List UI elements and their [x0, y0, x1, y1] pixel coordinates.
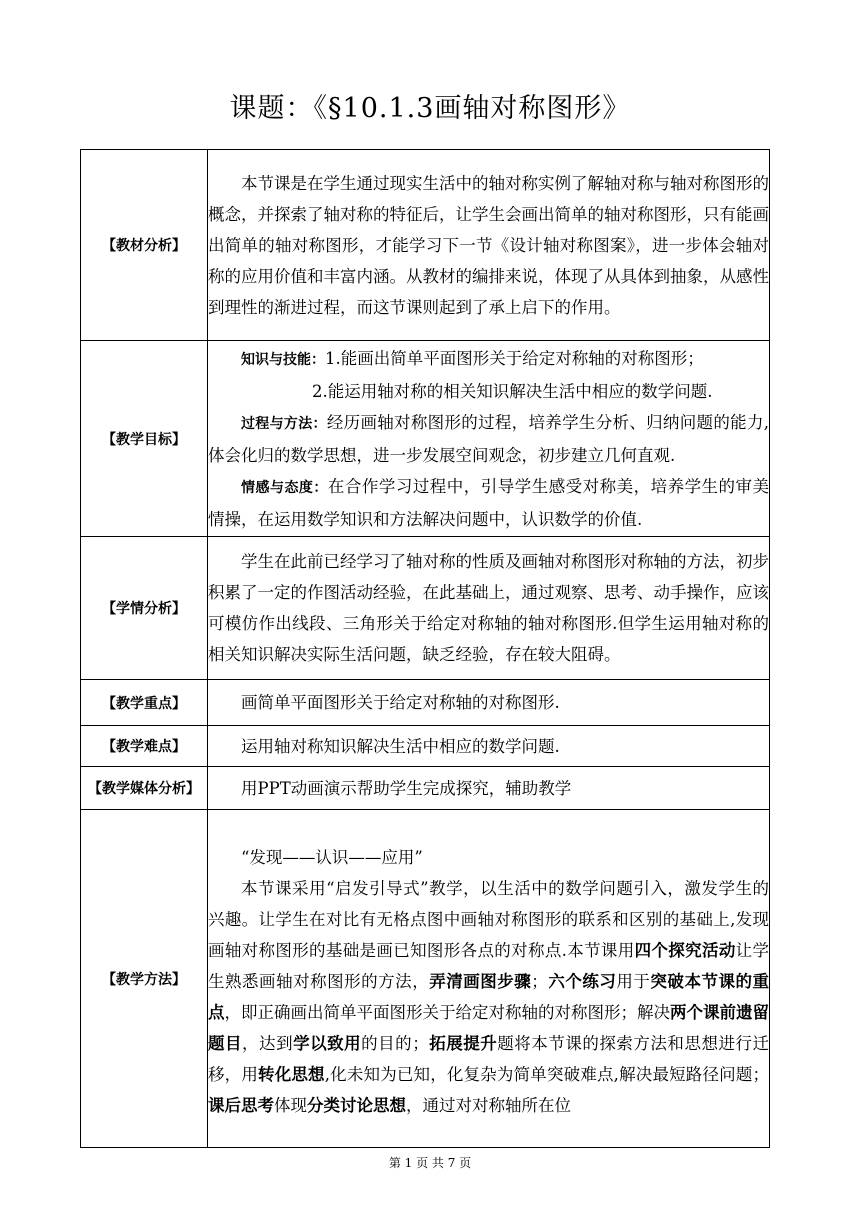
- emotion-label: 情感与态度：: [241, 479, 328, 496]
- method-text-part: 的目的；: [361, 1034, 429, 1053]
- method-emphasis: 转化思想: [258, 1065, 325, 1084]
- row-content-students: [208, 537, 770, 680]
- method-emphasis: 六个练习: [547, 972, 617, 991]
- method-text-part: 用于: [616, 972, 651, 991]
- method-emphasis: 两个课前遗留题目: [208, 1003, 769, 1053]
- row-content-material: [208, 150, 770, 341]
- row-label-key-point: 【教学重点】: [81, 680, 208, 726]
- method-motto: “发现——认识——应用”: [241, 848, 423, 867]
- method-emphasis: 分类讨论思想: [307, 1096, 406, 1115]
- row-label-students: 【学情分析】: [81, 537, 208, 680]
- method-text-part: 题将本节课的探索方法和思想进行迁移，用: [208, 1034, 769, 1084]
- method-text-part: ，达到: [242, 1034, 294, 1053]
- difficulty-text: 运用轴对称知识解决生活中相应的数学问题.: [241, 736, 560, 756]
- method-text-part: ，通过对对称轴所在位: [406, 1096, 571, 1115]
- method-emphasis: 学以致用: [293, 1034, 362, 1053]
- method-text-part: ,化未知为已知，化复杂为简单突破难点,解决最短路径问题；: [324, 1065, 770, 1084]
- table-row: [81, 726, 770, 767]
- method-emphasis: 四个探究活动: [634, 941, 736, 960]
- emotion-line: [208, 471, 769, 535]
- row-content-media: [208, 767, 770, 810]
- method-text-part: 本节课采用“启发引导式”教学，以生活中的数学问题引入，激发学生的兴趣。让学生在对比有无格点图中画轴对称图形的联系和区别的基础上,发现画轴对称图形的基础是画已知图形各点的对称点.本节课用: [208, 879, 769, 960]
- row-content-key-point: [208, 680, 770, 726]
- material-text: 本节课是在学生通过现实生活中的轴对称实例了解轴对称与轴对称图形的概念，并探索了轴对称的特征后，让学生会画出简单的轴对称图形，只有能画出简单的轴对称图形，才能学习下一节《设计轴对称图案》，进一步体会轴对称的应用价值和丰富内涵。从教材的编排来说，体现了从具体到抽象，从感性到理性的渐进过程，而这节课则起到了承上启下的作用。: [208, 173, 769, 317]
- row-content-difficulty: [208, 726, 770, 767]
- row-content-method: [208, 810, 770, 1148]
- knowledge-line-2: 2.能运用轴对称的相关知识解决生活中相应的数学问题.: [312, 381, 713, 401]
- method-emphasis: 课后思考: [208, 1096, 274, 1115]
- method-emphasis: 突破本节课的重点: [208, 972, 769, 1022]
- page-footer: 第 1 页 共 7 页: [388, 1156, 472, 1170]
- table-row: [81, 767, 770, 810]
- method-text-part: 体现: [274, 1096, 307, 1115]
- knowledge-line-1: [208, 343, 769, 376]
- lesson-plan-table: [80, 149, 770, 1148]
- media-text: 用PPT动画演示帮助学生完成探究，辅助教学: [241, 778, 572, 798]
- method-text-part: 让学生熟悉画轴对称图形的方法，: [208, 941, 769, 991]
- method-emphasis: 拓展提升: [428, 1034, 498, 1053]
- table-row: [81, 810, 770, 1148]
- table-row: [81, 341, 770, 537]
- row-label-goals: 【教学目标】: [81, 341, 208, 537]
- row-label-method: 【教学方法】: [81, 810, 208, 1148]
- process-line: [208, 407, 769, 471]
- method-text-part: ；: [531, 972, 548, 991]
- knowledge-text-1: 1.能画出简单平面图形关于给定对称轴的对称图形；: [325, 348, 704, 368]
- row-content-goals: [208, 341, 770, 537]
- table-row: [81, 680, 770, 726]
- students-text: 学生在此前已经学习了轴对称的性质及画轴对称图形对称轴的方法，初步积累了一定的作图活动经验，在此基础上，通过观察、思考、动手操作，应该可模仿作出线段、三角形关于给定对称轴的轴对称图形.但学生运用轴对称的相关知识解决实际生活问题，缺乏经验，存在较大阻碍。: [208, 552, 769, 664]
- method-text: [208, 873, 769, 1121]
- key-point-text: 画简单平面图形关于给定对称轴的对称图形.: [241, 693, 560, 712]
- page-title: 课题：《§10.1.3画轴对称图形》: [229, 93, 631, 124]
- method-text-part: ，即正确画出简单平面图形关于给定对称轴的对称图形；解决: [224, 1003, 670, 1022]
- method-emphasis: 弄清画图步骤: [429, 972, 532, 991]
- row-label-material: 【教材分析】: [81, 150, 208, 341]
- process-text: 经历画轴对称图形的过程，培养学生分析、归纳问题的能力,体会化归的数学思想，进一步发展空间观念，初步建立几何直观.: [208, 412, 769, 465]
- table-row: [81, 150, 770, 341]
- row-label-difficulty: 【教学难点】: [81, 726, 208, 767]
- row-label-media: 【教学媒体分析】: [81, 767, 208, 810]
- table-row: [81, 537, 770, 680]
- emotion-text: 在合作学习过程中，引导学生感受对称美，培养学生的审美情操，在运用数学知识和方法解决问题中，认识数学的价值.: [208, 476, 770, 529]
- process-label: 过程与方法：: [241, 415, 327, 432]
- knowledge-label: 知识与技能：: [241, 351, 325, 368]
